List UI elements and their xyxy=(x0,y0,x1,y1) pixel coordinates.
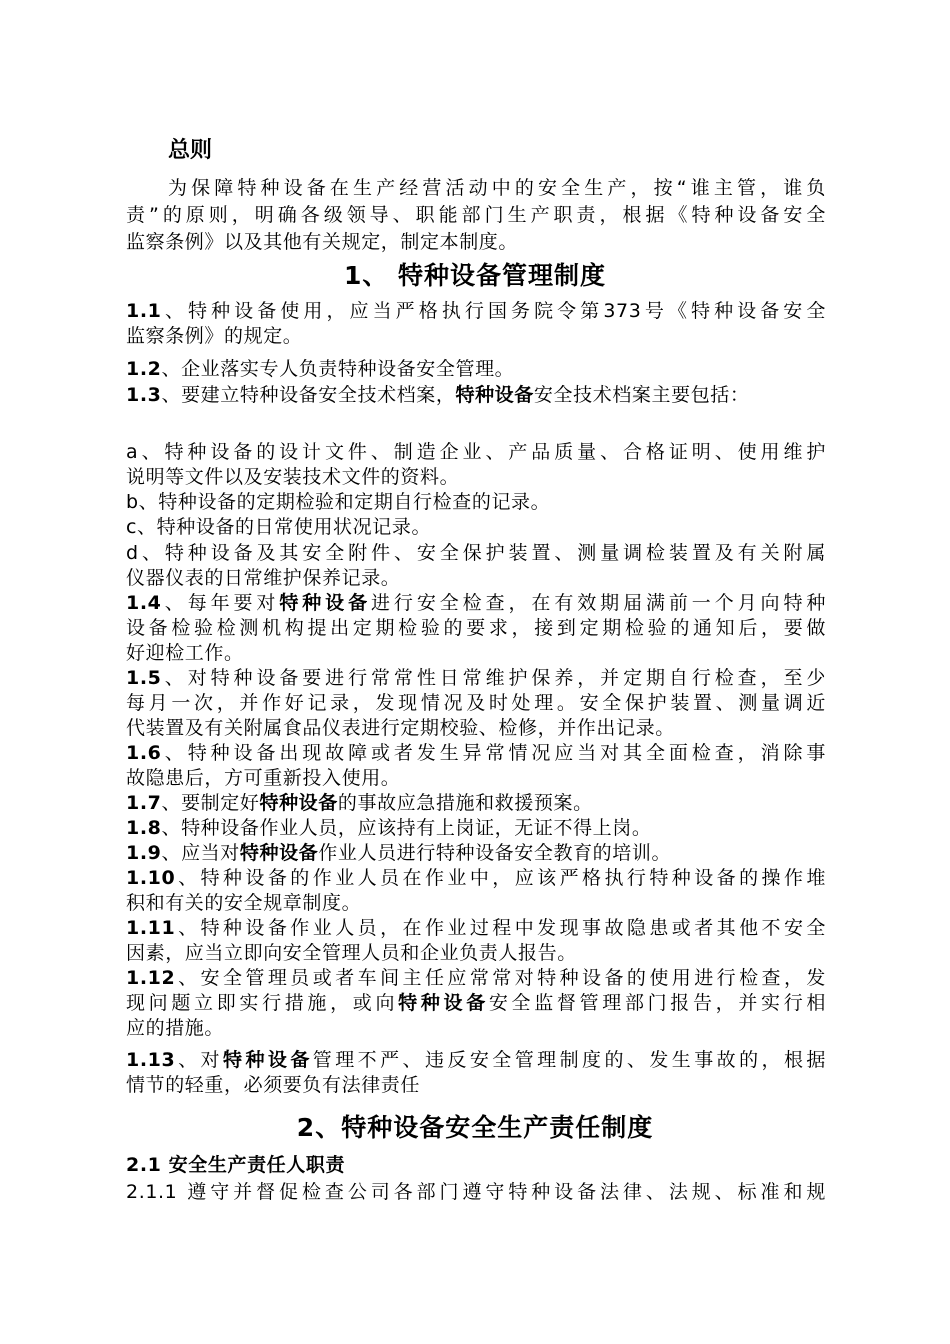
item-number: 1.9 xyxy=(126,842,162,864)
item-c-line-1: c、特种设备的日常使用状况记录。 xyxy=(126,516,432,538)
item-text: 、特种设备作业人员，应该持有上岗证，无证不得上岗。 xyxy=(161,817,652,839)
item-1-4-line-2: 设备检验检测机构提出定期检验的要求，接到定期检验的通知后，要做 xyxy=(126,617,826,639)
item-1-9-line-1 xyxy=(126,841,826,865)
item-d-line-1: d、特种设备及其安全附件、安全保护装置、测量调检装置及有关附属 xyxy=(126,542,826,564)
item-number: 1.13 xyxy=(126,1049,176,1071)
item-number: 1.5 xyxy=(126,667,162,689)
item-number: 1.10 xyxy=(126,867,176,889)
section-2-1-heading: 2.1 安全生产责任人职责 xyxy=(126,1154,346,1176)
item-bold-text: 特种设备 xyxy=(398,992,489,1014)
intro-line-3: 监察条例》以及其他有关规定，制定本制度。 xyxy=(126,231,519,253)
item-text: 安全监督管理部门报告，并实行相 xyxy=(488,992,826,1014)
item-d-line-2: 仪器仪表的日常维护保养记录。 xyxy=(126,567,401,589)
item-number: 1.3 xyxy=(126,384,162,406)
item-number: 1.11 xyxy=(126,917,176,939)
item-1-6-line-2: 故隐患后，方可重新投入使用。 xyxy=(126,767,401,789)
item-1-11-line-2: 因素，应当立即向安全管理人员和企业负责人报告。 xyxy=(126,942,577,964)
item-1-5-line-3: 代装置及有关附属食品仪表进行定期校验、检修，并作出记录。 xyxy=(126,717,675,739)
item-1-3-line-1 xyxy=(126,383,826,407)
item-1-10-line-2: 积和有关的安全规章制度。 xyxy=(126,892,362,914)
item-text: 、特种设备作业人员，在作业过程中发现事故隐患或者其他不安全 xyxy=(175,917,826,939)
item-1-13-line-2: 情节的轻重，必须要负有法律责任 xyxy=(126,1074,421,1096)
item-1-5-line-2: 每月一次，并作好记录，发现情况及时处理。安全保护装置、测量调近 xyxy=(126,692,826,714)
item-1-6-line-1 xyxy=(126,741,826,765)
intro-heading: 总则 xyxy=(168,138,213,163)
item-text: 现问题立即实行措施，或向 xyxy=(126,992,399,1014)
item-1-1-line-1 xyxy=(126,299,826,323)
item-text: 、每年要对 xyxy=(161,592,280,614)
item-b-line-1: b、特种设备的定期检验和定期自行检查的记录。 xyxy=(126,491,551,513)
item-bold-text: 特种设备 xyxy=(259,792,338,814)
item-text: 、特种设备的作业人员在作业中，应该严格执行特种设备的操作堆 xyxy=(175,867,826,889)
section-1-title: 1、 特种设备管理制度 xyxy=(343,261,607,290)
item-number: 1.8 xyxy=(126,817,162,839)
item-bold-text: 特种设备 xyxy=(239,842,319,864)
item-text: 安全技术档案主要包括： xyxy=(533,384,750,406)
item-1-4-line-1 xyxy=(126,591,826,615)
item-number: 1.2 xyxy=(126,358,162,380)
item-number: 1.7 xyxy=(126,792,162,814)
item-text: 、特种设备出现故障或者发生异常情况应当对其全面检查，消除事 xyxy=(161,742,826,764)
item-1-4-line-3: 好迎检工作。 xyxy=(126,642,244,664)
item-bold-text: 特种设备 xyxy=(455,384,534,406)
item-1-12-line-3: 应的措施。 xyxy=(126,1017,225,1039)
item-1-12-line-1 xyxy=(126,966,826,990)
intro-line-1: 为保障特种设备在生产经营活动中的安全生产，按“谁主管，谁负 xyxy=(168,177,826,199)
item-text: 、要制定好 xyxy=(161,792,260,814)
item-number: 1.6 xyxy=(126,742,162,764)
item-text: 、对 xyxy=(175,1049,223,1071)
item-1-11-line-1 xyxy=(126,916,826,940)
section-2-title: 2、特种设备安全生产责任制度 xyxy=(296,1113,654,1142)
item-text: 管理不严、违反安全管理制度的、发生事故的，根据 xyxy=(312,1049,826,1071)
item-bold-text: 特种设备 xyxy=(223,1049,313,1071)
item-1-13-line-1 xyxy=(126,1048,826,1072)
item-text: 、企业落实专人负责特种设备安全管理。 xyxy=(161,358,515,380)
item-a-line-2: 说明等文件以及安装技术文件的资料。 xyxy=(126,466,460,488)
item-1-7-line-1 xyxy=(126,791,826,815)
item-text: 、特种设备使用，应当严格执行国务院令第373号《特种设备安全 xyxy=(161,300,826,322)
item-text: 、安全管理员或者车间主任应常常对特种设备的使用进行检查，发 xyxy=(175,967,826,989)
item-text: 的事故应急措施和救援预案。 xyxy=(337,792,593,814)
item-a-line-1: a、特种设备的设计文件、制造企业、产品质量、合格证明、使用维护 xyxy=(126,441,826,463)
item-number: 1.4 xyxy=(126,592,162,614)
item-1-1-line-2: 监察条例》的规定。 xyxy=(126,325,303,347)
item-text: 进行安全检查，在有效期届满前一个月向特种 xyxy=(371,592,826,614)
item-text: 、应当对 xyxy=(161,842,240,864)
item-bold-text: 特种设备 xyxy=(279,592,372,614)
item-text: 、对特种设备要进行常常性日常维护保养，并定期自行检查，至少 xyxy=(161,667,826,689)
item-number: 1.12 xyxy=(126,967,176,989)
item-1-12-line-2 xyxy=(126,991,826,1015)
item-1-10-line-1 xyxy=(126,866,826,890)
item-text: 、要建立特种设备安全技术档案， xyxy=(161,384,456,406)
intro-line-2: 责”的原则，明确各级领导、职能部门生产职责，根据《特种设备安全 xyxy=(126,204,826,226)
item-1-8-line-1 xyxy=(126,816,826,840)
section-2-1-1-line-1: 2.1.1 遵守并督促检查公司各部门遵守特种设备法律、法规、标准和规 xyxy=(126,1181,826,1203)
item-number: 1.1 xyxy=(126,300,162,322)
item-text: 作业人员进行特种设备安全教育的培训。 xyxy=(318,842,672,864)
item-1-2-line-1 xyxy=(126,357,826,381)
item-1-5-line-1 xyxy=(126,666,826,690)
